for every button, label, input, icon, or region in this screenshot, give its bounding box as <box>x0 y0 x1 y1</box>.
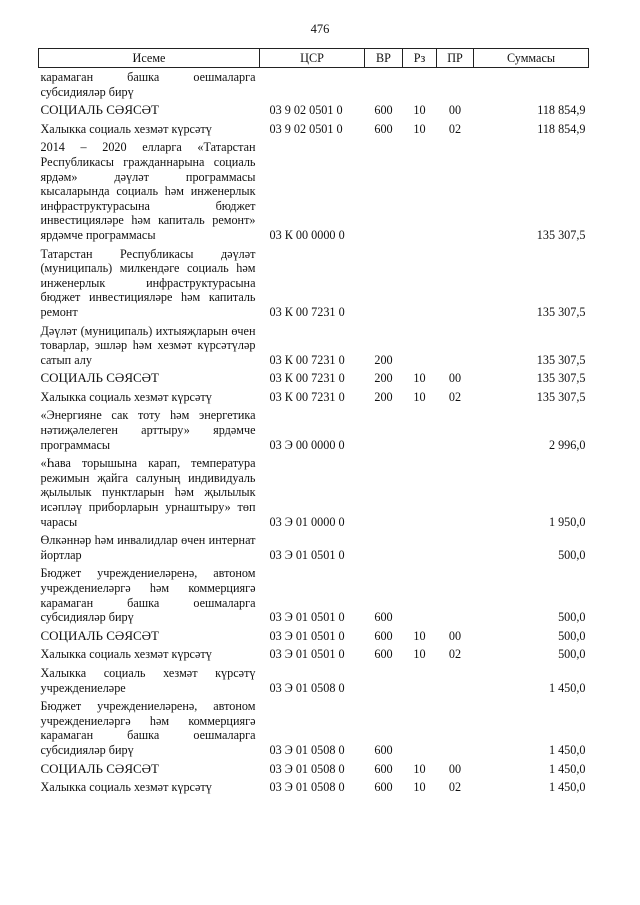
row-rz: 10 <box>413 761 426 776</box>
row-csr: 03 Э 01 0501 0 <box>269 610 345 625</box>
row-rz <box>403 564 437 626</box>
row-sum: 2 996,0 <box>548 437 586 452</box>
budget-table <box>38 48 589 797</box>
row-sum: 1 450,0 <box>548 680 586 695</box>
row-csr: 03 Э 01 0508 0 <box>269 761 345 776</box>
table-row <box>39 627 589 646</box>
row-rz: 10 <box>413 628 426 643</box>
row-pr: 02 <box>448 121 462 136</box>
row-sum: 135 307,5 <box>536 352 586 367</box>
table-row <box>39 68 589 102</box>
table-body <box>39 68 589 797</box>
row-sum: 1 450,0 <box>548 742 586 757</box>
row-rz <box>403 406 437 454</box>
header-name: Исеме <box>39 49 260 68</box>
row-vr: 200 <box>374 352 393 367</box>
row-name: СОЦИАЛЬ СӘЯСӘТ <box>40 760 159 776</box>
row-name: Өлкәннәр һәм инвалидлар өчен интернат йортлар <box>40 533 256 562</box>
row-name: СОЦИАЛЬ СӘЯСӘТ <box>40 102 159 118</box>
row-csr: 03 К 00 7231 0 <box>269 371 345 386</box>
row-sum: 500,0 <box>558 628 586 643</box>
row-csr: 03 Э 01 0501 0 <box>269 647 345 662</box>
row-name: «Һава торышына карап, температура режимын җайга салуның индивидуаль җылылык пунктларын һәм җылылык исәпләү приборларын урнаштыру» төп чарасы <box>40 456 256 529</box>
row-vr: 600 <box>374 610 393 625</box>
row-csr: 03 Э 01 0000 0 <box>269 514 345 529</box>
header-pr: ПР <box>437 49 474 68</box>
row-pr <box>437 454 474 531</box>
row-csr: 03 К 00 7231 0 <box>269 389 345 404</box>
row-pr <box>437 138 474 244</box>
row-vr: 200 <box>374 389 393 404</box>
table-row <box>39 664 589 697</box>
row-pr: 00 <box>448 628 462 643</box>
row-sum: 500,0 <box>558 547 586 562</box>
table-row <box>39 369 589 388</box>
row-pr: 02 <box>448 647 462 662</box>
table-row <box>39 245 589 322</box>
row-name: Халыкка социаль хезмәт күрсәтү <box>40 780 212 795</box>
row-pr <box>437 68 474 102</box>
row-pr: 00 <box>448 371 462 386</box>
table-row <box>39 531 589 564</box>
row-rz: 10 <box>413 647 426 662</box>
row-vr: 600 <box>374 761 393 776</box>
row-rz: 10 <box>413 371 426 386</box>
row-csr <box>260 68 365 102</box>
row-vr <box>365 138 403 244</box>
row-vr <box>365 664 403 697</box>
row-pr: 02 <box>448 780 462 795</box>
table-row <box>39 322 589 370</box>
header-vr: ВР <box>365 49 403 68</box>
row-rz <box>403 245 437 322</box>
row-pr: 02 <box>448 389 462 404</box>
row-csr: 03 К 00 7231 0 <box>269 304 345 319</box>
table-header-row <box>39 49 589 68</box>
row-csr: 03 К 00 0000 0 <box>269 227 345 242</box>
row-csr: 03 Э 01 0508 0 <box>269 742 345 757</box>
row-pr: 00 <box>448 103 462 118</box>
table-row <box>39 406 589 454</box>
row-sum: 118 854,9 <box>537 121 586 136</box>
row-vr <box>365 531 403 564</box>
table-row <box>39 697 589 759</box>
row-rz <box>403 322 437 370</box>
row-vr: 600 <box>374 121 393 136</box>
row-name: СОЦИАЛЬ СӘЯСӘТ <box>40 370 159 386</box>
table-row <box>39 645 589 664</box>
row-pr <box>437 531 474 564</box>
row-sum: 500,0 <box>558 647 586 662</box>
row-name: Бюджет учреждениеләренә, автоном учреждениеләргә һәм коммерциягә карамаган башка оешмаларга субсидияләр бирү <box>40 699 256 757</box>
row-sum: 135 307,5 <box>536 304 586 319</box>
row-name: Халыкка социаль хезмәт күрсәтү <box>40 389 212 404</box>
row-sum: 1 950,0 <box>548 514 586 529</box>
table-row <box>39 101 589 120</box>
row-csr: 03 Э 01 0508 0 <box>269 780 345 795</box>
page-number: 476 <box>310 22 330 36</box>
table-row <box>39 388 589 407</box>
row-vr: 600 <box>374 103 393 118</box>
row-csr: 03 Э 01 0508 0 <box>269 680 345 695</box>
row-vr: 600 <box>374 628 393 643</box>
row-sum: 1 450,0 <box>548 761 586 776</box>
header-sum: Суммасы <box>474 49 589 68</box>
row-vr <box>365 406 403 454</box>
row-vr <box>365 245 403 322</box>
row-csr: 03 Э 00 0000 0 <box>269 437 345 452</box>
row-rz: 10 <box>413 103 426 118</box>
row-csr: 03 9 02 0501 0 <box>269 121 343 136</box>
row-pr <box>437 245 474 322</box>
row-rz <box>403 664 437 697</box>
row-vr: 600 <box>374 742 393 757</box>
row-rz: 10 <box>413 121 426 136</box>
row-sum: 135 307,5 <box>536 389 586 404</box>
row-vr: 600 <box>374 647 393 662</box>
table-row <box>39 564 589 626</box>
row-vr <box>365 68 403 102</box>
row-name: СОЦИАЛЬ СӘЯСӘТ <box>40 627 159 643</box>
row-rz <box>403 68 437 102</box>
row-pr <box>437 697 474 759</box>
row-rz: 10 <box>413 780 426 795</box>
row-name: Татарстан Республикасы дәүләт (муниципаль) милкендәге социаль һәм инженерлык инфраструктурасына бюджет инвестицияләре һәм капиталь ремонт <box>40 246 256 319</box>
row-vr <box>365 454 403 531</box>
row-name: Бюджет учреждениеләренә, автоном учреждениеләргә һәм коммерциягә карамаган башка оешмаларга субсидияләр бирү <box>40 566 256 625</box>
row-vr: 600 <box>374 780 393 795</box>
row-vr: 200 <box>374 371 393 386</box>
row-pr <box>437 564 474 626</box>
table-row <box>39 778 589 797</box>
header-rz: Рз <box>403 49 437 68</box>
row-csr: 03 Э 01 0501 0 <box>269 628 345 643</box>
row-name: 2014 – 2020 елларга «Татарстан Республикасы гражданнарына социаль ярдәм» дәүләт программасы кысаларында социаль һәм инженерлык инфраструктурасына бюджет инвестицияләре һәм капиталь ремонт» ярдәмче программасы <box>40 140 256 242</box>
row-sum <box>474 68 589 102</box>
row-csr: 03 9 02 0501 0 <box>269 103 343 118</box>
table-row <box>39 138 589 244</box>
row-name: «Энергияне сак тоту һәм энергетика нәтиҗәлелеген арттыру» ярдәмче программасы <box>40 408 256 452</box>
row-sum: 1 450,0 <box>548 780 586 795</box>
row-name: Халыкка социаль хезмәт күрсәтү <box>40 647 212 662</box>
row-name: Халыкка социаль хезмәт күрсәтү учреждениеләре <box>40 665 256 695</box>
row-pr: 00 <box>448 761 462 776</box>
row-pr <box>437 664 474 697</box>
table-row <box>39 760 589 779</box>
row-name: Дәүләт (муниципаль) ихтыяҗларын өчен товарлар, эшләр һәм хезмәт күрсәтүләр сатып алу <box>40 323 256 367</box>
table-row <box>39 454 589 531</box>
row-rz: 10 <box>413 389 426 404</box>
row-rz <box>403 454 437 531</box>
row-sum: 500,0 <box>558 610 586 625</box>
table-row <box>39 120 589 139</box>
row-name: Халыкка социаль хезмәт күрсәтү <box>40 121 212 136</box>
row-sum: 135 307,5 <box>536 371 586 386</box>
row-rz <box>403 697 437 759</box>
row-rz <box>403 138 437 244</box>
header-csr: ЦСР <box>260 49 365 68</box>
row-sum: 118 854,9 <box>537 103 586 118</box>
row-name: карамаган башка оешмаларга субсидияләр бирү <box>40 70 256 99</box>
row-rz <box>403 531 437 564</box>
row-pr <box>437 406 474 454</box>
row-sum: 135 307,5 <box>536 227 586 242</box>
row-pr <box>437 322 474 370</box>
row-csr: 03 К 00 7231 0 <box>269 352 345 367</box>
row-csr: 03 Э 01 0501 0 <box>269 547 345 562</box>
